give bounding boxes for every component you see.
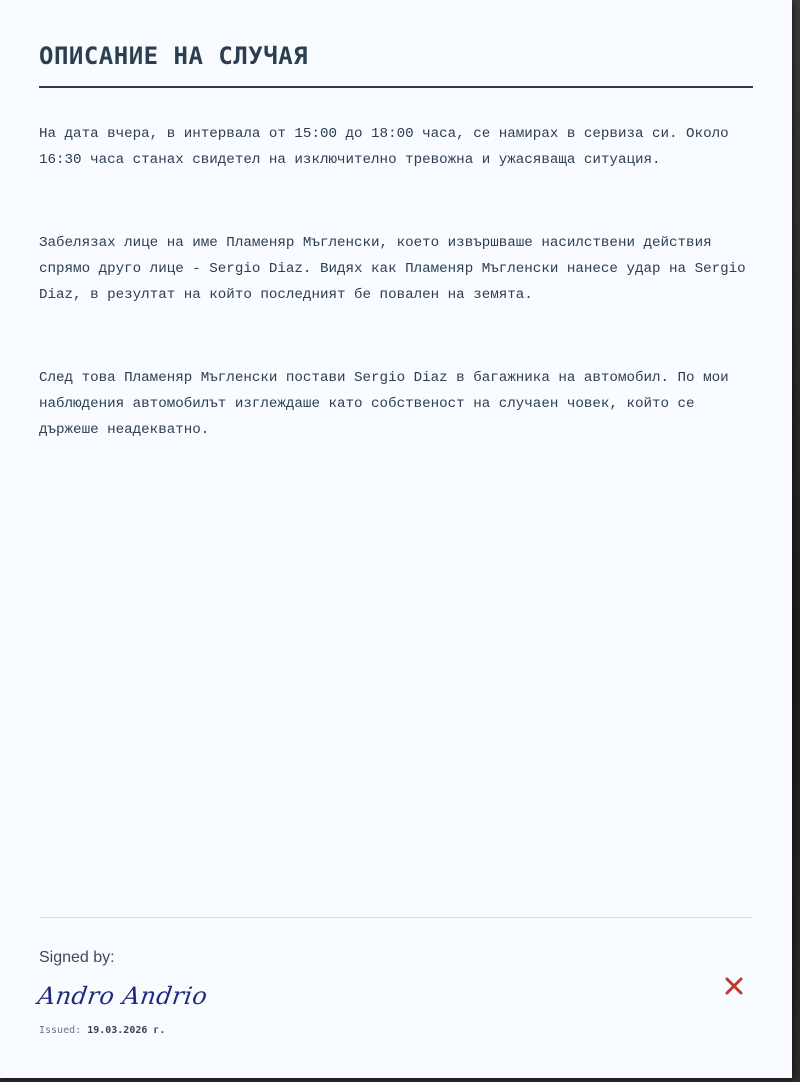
close-icon: [725, 977, 743, 995]
paragraph-2: Забелязах лице на име Пламеняр Мъгленски, което извършваше насилствени действия спрямо друго лице - Sergio Diaz. Видях как Пламеняр Мъгленски нанесе удар на Sergio Diaz, в резултат на който последният бе повален на земята.: [39, 235, 746, 303]
signature: Andro Andrio: [36, 982, 210, 1010]
issued-date: 19.03.2026 г.: [87, 1025, 166, 1036]
document-title: ОПИСАНИЕ НА СЛУЧАЯ: [39, 42, 309, 70]
footer-divider: [39, 917, 753, 918]
title-divider: [39, 86, 753, 88]
close-button[interactable]: [721, 973, 747, 999]
issued-label: Issued:: [39, 1025, 82, 1036]
paragraph-3: След това Пламеняр Мъгленски постави Sergio Diaz в багажника на автомобил. По мои наблюдения автомобилът изглеждаше като собственост на случаен човек, който се държеше неадекватно.: [39, 370, 729, 438]
document-body: [39, 121, 753, 500]
issued-line: [39, 1025, 165, 1036]
signed-by-label: Signed by:: [39, 949, 115, 966]
paragraph-1: На дата вчера, в интервала от 15:00 до 18:00 часа, се намирах в сервиза си. Около 16:30 часа станах свидетел на изключително тревожна и ужасяваща ситуация.: [39, 126, 729, 168]
